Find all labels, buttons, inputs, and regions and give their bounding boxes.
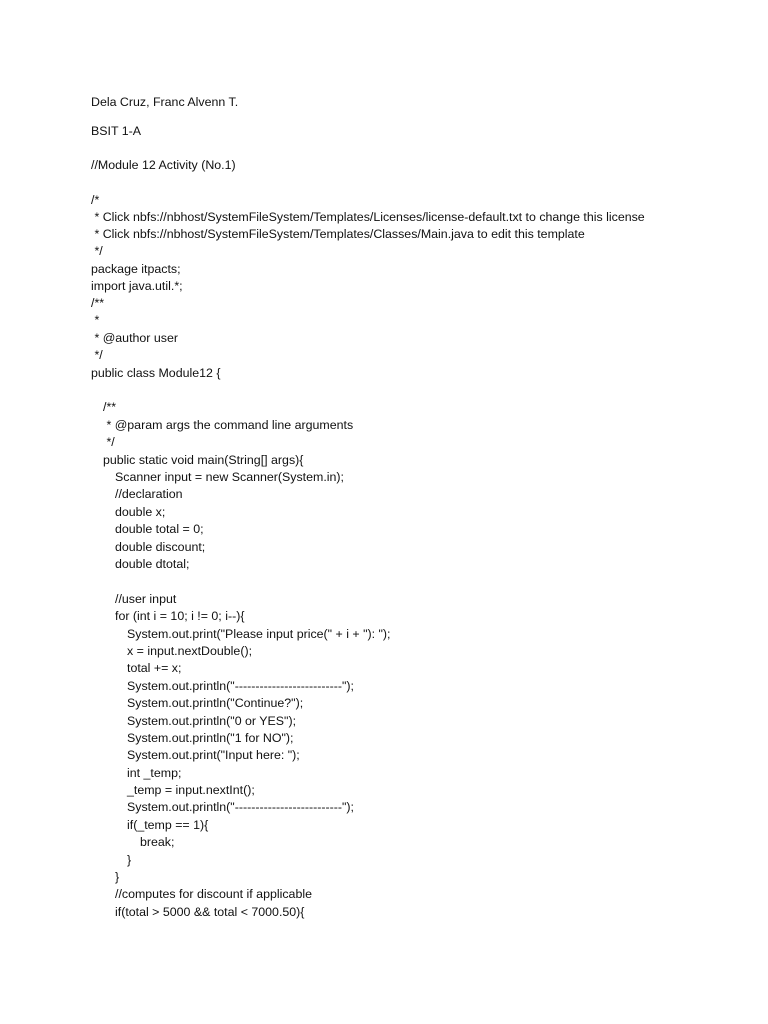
code-line: double dtotal; <box>115 557 190 571</box>
code-line: */ <box>103 435 115 449</box>
code-line: public class Module12 { <box>91 366 221 380</box>
code-line: System.out.println("--------------------------"); <box>127 679 354 693</box>
code-line: double total = 0; <box>115 522 204 536</box>
code-line: int _temp; <box>127 766 182 780</box>
code-line: * @param args the command line arguments <box>103 418 354 432</box>
code-line: System.out.println("--------------------------"); <box>127 800 354 814</box>
code-line: /** <box>103 400 117 414</box>
code-line: public static void main(String[] args){ <box>103 453 304 467</box>
code-line: if(_temp == 1){ <box>127 818 209 832</box>
code-line: * Click nbfs://nbhost/SystemFileSystem/Templates/Classes/Main.java to edit this template <box>91 227 585 241</box>
code-line: Scanner input = new Scanner(System.in); <box>115 470 344 484</box>
code-line: x = input.nextDouble(); <box>127 644 253 658</box>
code-line: break; <box>140 835 175 849</box>
code-line: * <box>91 313 100 327</box>
code-line: double x; <box>115 505 166 519</box>
code-line: */ <box>91 244 103 258</box>
code-line: System.out.println("0 or YES"); <box>127 714 297 728</box>
code-line: * @author user <box>91 331 178 345</box>
code-line: //computes for discount if applicable <box>115 887 312 901</box>
code-line: System.out.print("Please input price(" + i + "): "); <box>127 627 391 641</box>
code-line: */ <box>91 348 103 362</box>
code-line: package itpacts; <box>91 262 181 276</box>
code-line: } <box>115 870 120 884</box>
code-line: System.out.print("Input here: "); <box>127 748 300 762</box>
code-line: //user input <box>115 592 177 606</box>
code-line: if(total > 5000 && total < 7000.50){ <box>115 905 305 919</box>
code-line: import java.util.*; <box>91 279 183 293</box>
code-line: } <box>127 853 132 867</box>
code-line: double discount; <box>115 540 206 554</box>
class-section: BSIT 1-A <box>91 124 142 138</box>
code-line: total += x; <box>127 661 182 675</box>
code-line: System.out.println("Continue?"); <box>127 696 304 710</box>
author-name: Dela Cruz, Franc Alvenn T. <box>91 95 239 109</box>
code-line: _temp = input.nextInt(); <box>127 783 255 797</box>
activity-title: //Module 12 Activity (No.1) <box>91 158 236 172</box>
code-line: for (int i = 10; i != 0; i--){ <box>115 609 245 623</box>
code-line: * Click nbfs://nbhost/SystemFileSystem/Templates/Licenses/license-default.txt to change this license <box>91 210 645 224</box>
code-line: /* <box>91 193 100 207</box>
code-line: System.out.println("1 for NO"); <box>127 731 294 745</box>
code-line: //declaration <box>115 487 183 501</box>
code-line: /** <box>91 296 105 310</box>
